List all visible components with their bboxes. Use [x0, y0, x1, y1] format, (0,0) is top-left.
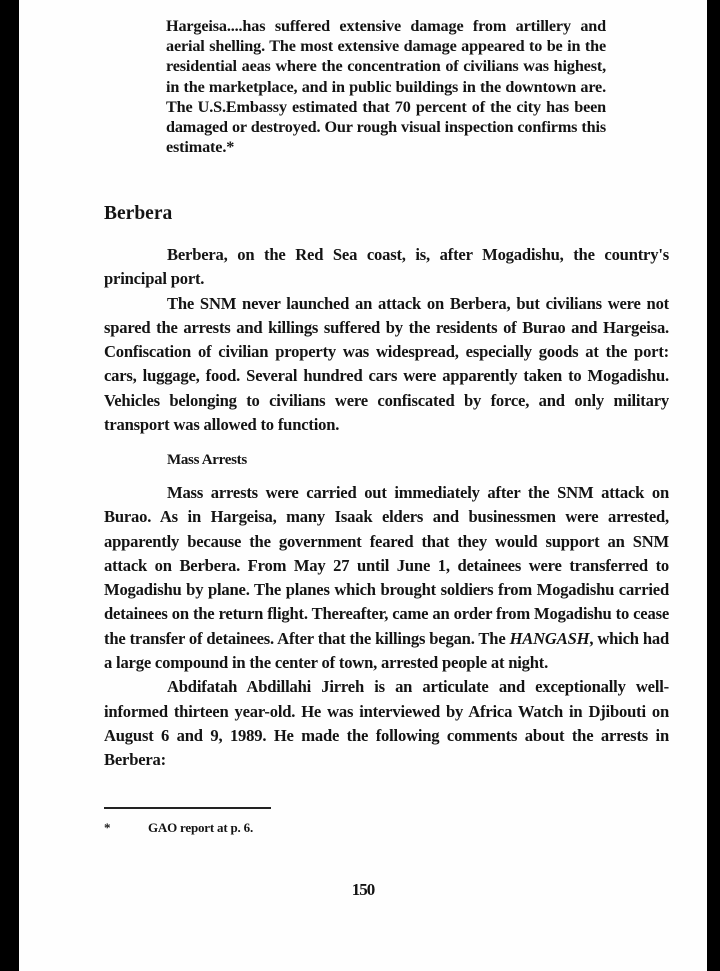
footnote-marker: *	[104, 820, 111, 835]
footnote	[104, 820, 253, 836]
document-page	[19, 0, 707, 971]
section-body	[104, 243, 669, 437]
block-quote	[166, 16, 606, 157]
paragraph	[104, 481, 669, 675]
quote-text: Hargeisa....has suffered extensive damage from artillery and aerial shelling. The most extensive damage appeared to be in the residential aeas where the concentration of civilians was highest, in the marketplace, and in public buildings in the downtown are. The U.S.Embassy estimated that 70 percent of the city has been damaged or destroyed. Our rough visual inspection confirms this estimate.*	[166, 17, 606, 157]
organization-name-italic: HANGASH	[509, 628, 590, 648]
footnote-text: GAO report at p. 6.	[148, 820, 254, 835]
paragraph: Berbera, on the Red Sea coast, is, after Mogadishu, the country's principal port.	[104, 245, 669, 289]
footnote-divider	[104, 807, 271, 809]
subsection-heading: Mass Arrests	[167, 452, 247, 468]
paragraph-text: Mass arrests were carried out immediately after the SNM attack on Burao. As in Hargeisa, many Isaak elders and businessmen were arrested, apparently because the government feared that they would support an SNM attack on Berbera. From May 27 until June 1, detainees were transferred to Mogadishu by plane. The planes which brought soldiers from Mogadishu carried detainees on the return flight. Thereafter, came an order from Mogadishu to cease the transfer of detainees. After that the killings began. The	[104, 483, 669, 648]
paragraph: The SNM never launched an attack on Berbera, but civilians were not spared the arrests and killings suffered by the residents of Burao and Hargeisa. Confiscation of civilian property was widespread, especially goods at the port: cars, luggage, food. Several hundred cars were apparently taken to Mogadishu. Vehicles belonging to civilians were confiscated by force, and only military transport was allowed to function.	[104, 293, 669, 435]
paragraph-text: , which had a large compound in the center of town, arrested people at night.	[104, 628, 670, 673]
section-heading: Berbera	[104, 203, 173, 224]
page-number: 150	[351, 880, 375, 899]
paragraph: Abdifatah Abdillahi Jirreh is an articulate and exceptionally well-informed thirteen year-old. He was interviewed by Africa Watch in Djibouti on August 6 and 9, 1989. He made the following comments about the arrests in Berbera:	[104, 677, 669, 770]
subsection-body	[104, 481, 669, 773]
